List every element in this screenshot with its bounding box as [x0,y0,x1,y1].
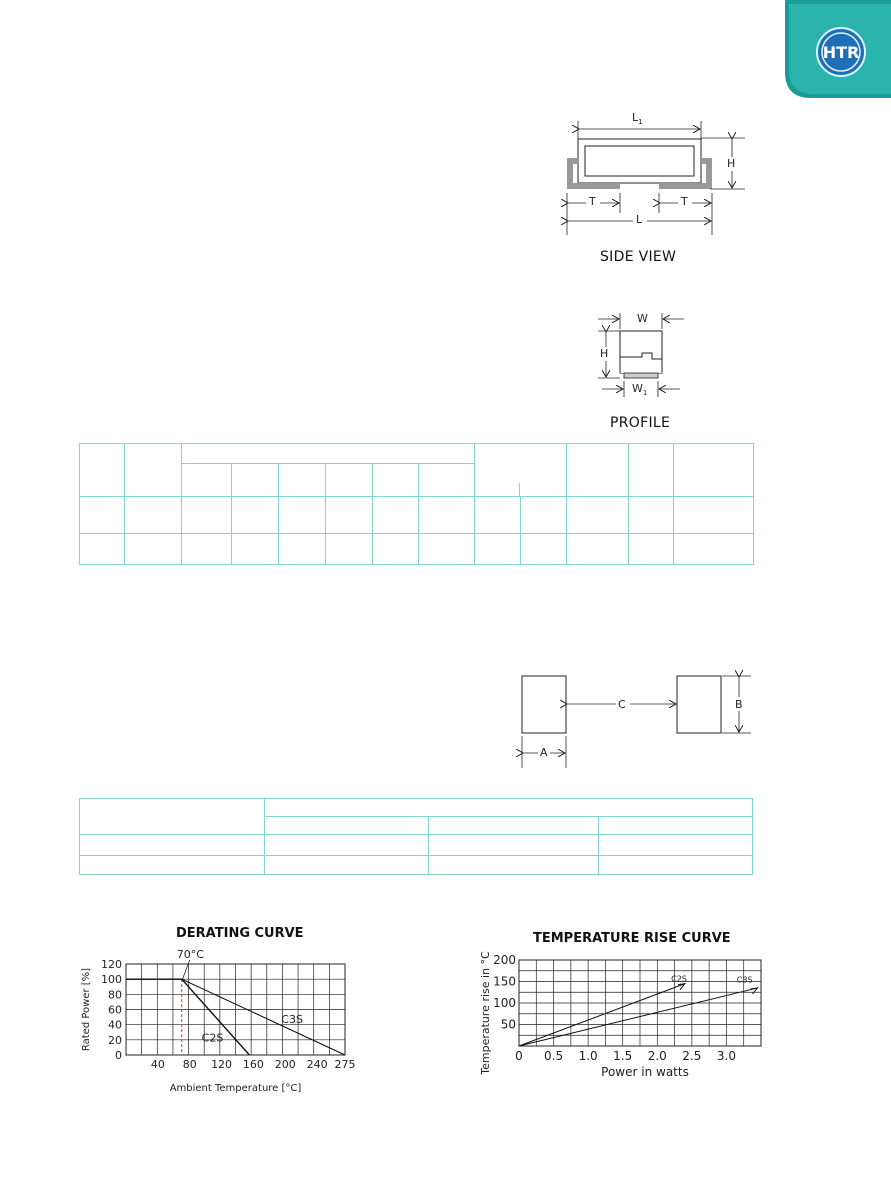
pad-dim-C: C [618,698,626,711]
derating-x-tick-label: 240 [306,1058,328,1071]
table-inner-divider [519,483,520,497]
profile-dim-H: H [600,347,609,360]
derating-x-tick-label: 120 [211,1058,233,1071]
side-dim-H: H [727,157,736,170]
pad-dim-B: B [735,698,743,711]
side-dim-L1: $L_1$ [632,111,643,127]
temp-y-tick-label: 100 [493,996,516,1010]
derating-y-tick-label: 0 [115,1049,122,1062]
temp-x-tick-label: 2.5 [682,1049,702,1063]
temp-rise-title: TEMPERATURE RISE CURVE [533,931,731,946]
temp-x-tick-label: 0.5 [544,1049,564,1063]
derating-series-label-c2s: C2S [201,1031,224,1045]
derating-y-axis-label: Rated Power [%] [81,967,92,1052]
temp-y-axis-label: Temperature rise in °C [479,951,492,1075]
temp-rise-chart [478,948,778,1078]
derating-series-label-c3s: C3S [281,1013,303,1027]
temp-y-tick-label: 150 [493,974,516,989]
side-view-diagram [560,105,760,240]
temp-y-tick-label: 200 [493,953,516,967]
pad-dim-A: A [540,746,548,759]
temp-series-arrowhead [678,984,685,990]
side-view-caption: SIDE VIEW [600,249,677,265]
derating-x-axis-label: Ambient Temperature [°C] [169,1083,302,1094]
temp-x-tick-label: 3.0 [716,1049,736,1063]
derating-annotation: 70°C [176,948,204,961]
derating-x-tick-label: 40 [150,1058,165,1071]
temp-series-c3s [519,988,758,1046]
temp-x-axis-label: Power in watts [601,1065,689,1078]
derating-y-tick-label: 100 [101,973,122,987]
temp-x-tick-label: 2.0 [647,1049,667,1063]
temp-series-arrowhead [751,988,758,994]
temp-series-label-c2s: C2S [671,974,687,984]
temp-x-tick-label: 0 [515,1049,523,1063]
temp-series-c2s [519,984,685,1046]
profile-dim-W: W [637,312,648,325]
temp-x-tick-label: 1.0 [578,1049,598,1063]
brand-corner-tab [785,0,891,98]
temp-series-label-c3s: C3S [736,975,753,985]
side-dim-T-left: T [589,195,596,208]
logo-text: HTR [822,43,860,62]
derating-y-tick-label: 80 [108,988,122,1002]
pad-layout-diagram [515,670,765,770]
temp-x-tick-label: 1.5 [613,1049,633,1063]
derating-x-tick-label: 275 [334,1058,356,1071]
derating-chart [75,944,375,1099]
derating-y-tick-label: 40 [108,1018,122,1032]
side-dim-L: L [636,213,643,226]
derating-series-c2s [126,979,249,1055]
dimensions-table [79,443,754,565]
profile-dim-W1: $W_1$ [632,382,648,398]
derating-y-tick-label: 60 [108,1003,122,1017]
derating-x-tick-label: 80 [182,1058,197,1071]
side-dim-T-right: T [681,195,688,208]
derating-y-tick-label: 120 [101,958,122,971]
derating-x-tick-label: 160 [242,1058,264,1071]
pad-table [79,798,753,875]
derating-y-tick-label: 20 [108,1033,122,1047]
temp-y-tick-label: 50 [500,1017,516,1032]
profile-caption: PROFILE [610,415,671,431]
derating-x-tick-label: 200 [274,1058,296,1071]
derating-title: DERATING CURVE [176,926,304,941]
